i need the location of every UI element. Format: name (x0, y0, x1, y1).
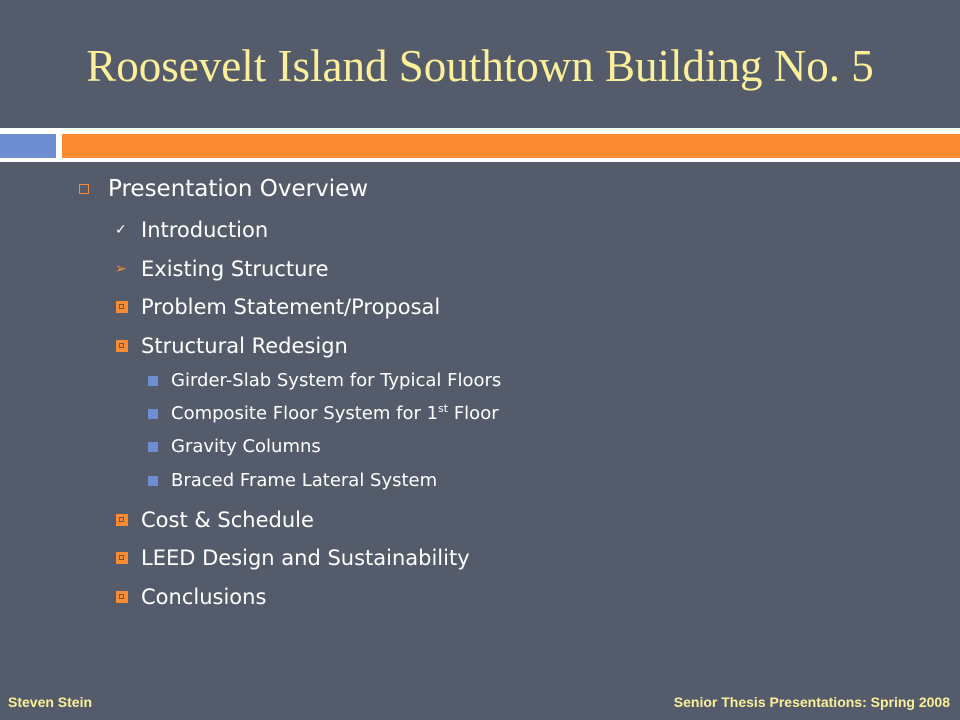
divider-orange-bar (62, 134, 960, 158)
sub-item-girder-slab: Girder-Slab System for Typical Floors (171, 370, 502, 391)
list-item-conclusions: Conclusions (141, 585, 267, 609)
list-item-cost-schedule: Cost & Schedule (141, 508, 314, 532)
ordinal-suffix: st (438, 402, 449, 415)
boxed-square-bullet-icon (116, 340, 128, 352)
filled-square-bullet-icon (148, 442, 158, 452)
arrow-bullet-icon: ➢ (115, 261, 127, 277)
sub-item-braced-frame: Braced Frame Lateral System (171, 470, 438, 491)
boxed-square-bullet-icon (116, 552, 128, 564)
filled-square-bullet-icon (148, 376, 158, 386)
filled-square-bullet-icon (148, 476, 158, 486)
list-item-structural-redesign: Structural Redesign (141, 334, 348, 358)
boxed-square-bullet-icon (116, 591, 128, 603)
boxed-square-bullet-icon (116, 301, 128, 313)
list-item-existing-structure: Existing Structure (141, 257, 329, 281)
sub-item-composite-floor-text-end: Floor (448, 403, 499, 424)
checkmark-icon: ✓ (115, 222, 127, 238)
boxed-square-bullet-icon (116, 514, 128, 526)
footer-event: Senior Thesis Presentations: Spring 2008 (673, 694, 950, 710)
slide-title: Roosevelt Island Southtown Building No. 5 (86, 41, 874, 91)
sub-item-gravity-columns: Gravity Columns (171, 436, 321, 457)
overview-heading: Presentation Overview (108, 176, 369, 202)
divider-blue-block (0, 134, 56, 158)
sub-item-composite-floor (171, 403, 499, 425)
filled-square-bullet-icon (148, 409, 158, 419)
sub-item-composite-floor-text: Composite Floor System for 1 (171, 403, 439, 424)
list-item-problem-statement: Problem Statement/Proposal (141, 295, 441, 319)
list-item-introduction: Introduction (141, 218, 269, 242)
list-item-leed-design: LEED Design and Sustainability (141, 546, 470, 570)
footer-author: Steven Stein (8, 694, 93, 710)
hollow-square-bullet-icon (79, 184, 89, 194)
